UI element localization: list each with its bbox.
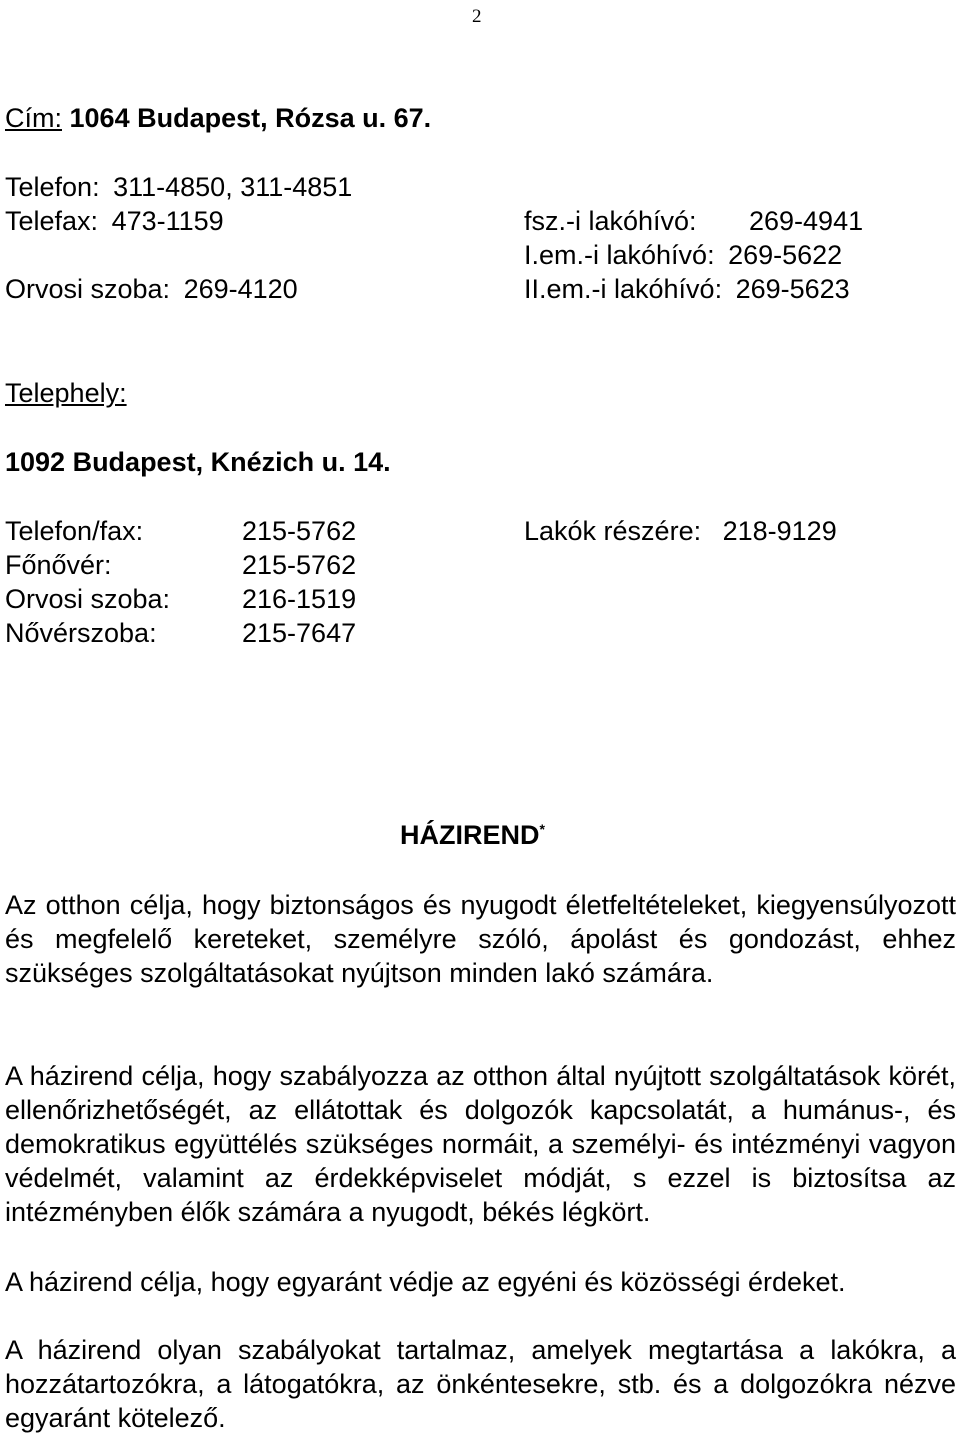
paragraph-rules-purpose: A házirend célja, hogy szabályozza az otthon által nyújtott szolgáltatások körét, ellenőrizhetőségét, az ellátottak és dolgozók kapcsolatát, a humánus-, és demokratikus együttélés szükséges normáit, a személyi- és intézményi vagyon védelmét, valamint az érdekképviselet módját, s ezzel is biztosítsa az intézményben élők számára a nyugodt, békés légkört. bbox=[5, 1061, 956, 1227]
contact-value: 473-1159 bbox=[111, 206, 224, 236]
intercom-first-floor bbox=[524, 238, 842, 272]
intercom-value: 269-5623 bbox=[735, 274, 850, 304]
site-doctor-room-label: Orvosi szoba: bbox=[5, 584, 171, 614]
intercom-ground-floor-number: 269-4941 bbox=[749, 206, 864, 236]
heading-title: HÁZIREND bbox=[400, 820, 540, 850]
site-label: Telephely: bbox=[5, 378, 127, 408]
site-nurse-room-value: 215-7647 bbox=[242, 618, 357, 648]
footnote-mark: * bbox=[539, 821, 545, 837]
site-address: 1092 Budapest, Knézich u. 14. bbox=[5, 447, 391, 477]
contact-label: Orvosi szoba: bbox=[5, 274, 171, 304]
site-head-nurse-label: Főnővér: bbox=[5, 550, 112, 580]
house-rules-heading bbox=[400, 818, 545, 852]
residents-value: 218-9129 bbox=[722, 516, 837, 546]
site-head-nurse-value: 215-5762 bbox=[242, 550, 357, 580]
intercom-second-floor bbox=[524, 272, 850, 306]
residents-label: Lakók részére: bbox=[524, 516, 702, 546]
site-doctor-room-value: 216-1519 bbox=[242, 584, 357, 614]
contact-label: Telefon: bbox=[5, 172, 100, 202]
contact-phone bbox=[5, 170, 352, 204]
contact-value: 269-4120 bbox=[183, 274, 298, 304]
site-phone-label: Telefon/fax: bbox=[5, 516, 144, 546]
page-number: 2 bbox=[472, 6, 482, 27]
contact-value: 311-4850, 311-4851 bbox=[113, 172, 353, 202]
intercom-label: fsz.-i lakóhívó: bbox=[524, 206, 697, 236]
contact-fax bbox=[5, 204, 224, 238]
intercom-label: II.em.-i lakóhívó: bbox=[524, 274, 723, 304]
intercom-ground-floor bbox=[524, 204, 697, 238]
site-nurse-room-label: Nővérszoba: bbox=[5, 618, 157, 648]
paragraph-purpose: Az otthon célja, hogy biztonságos és nyugodt életfeltételeket, kiegyensúlyozott és megfelelő kereteket, személyre szóló, ápolást és gondozást, ehhez szükséges szolgáltatásokat nyújtson minden lakó számára. bbox=[5, 890, 956, 988]
site-residents-phone bbox=[524, 514, 837, 548]
paragraph-interest: A házirend célja, hogy egyaránt védje az egyéni és közösségi érdeket. bbox=[5, 1267, 846, 1297]
paragraph-applicability: A házirend olyan szabályokat tartalmaz, amelyek megtartása a lakókra, a hozzátartozókra, a látogatókra, az önkéntesekre, stb. és a dolgozókra nézve egyaránt kötelező. bbox=[5, 1335, 956, 1433]
contact-label: Telefax: bbox=[5, 206, 99, 236]
site-phone-value: 215-5762 bbox=[242, 516, 357, 546]
address-line bbox=[5, 101, 431, 135]
intercom-label: I.em.-i lakóhívó: bbox=[524, 240, 715, 270]
contact-doctor-room bbox=[5, 272, 298, 306]
address-value: 1064 Budapest, Rózsa u. 67. bbox=[69, 103, 432, 133]
address-label: Cím: bbox=[5, 103, 62, 133]
intercom-value: 269-5622 bbox=[728, 240, 843, 270]
